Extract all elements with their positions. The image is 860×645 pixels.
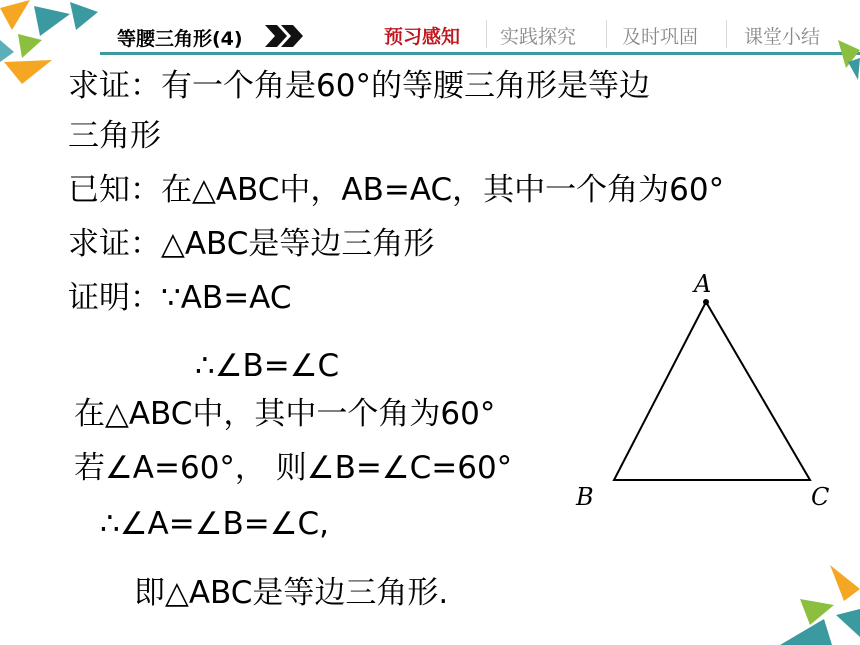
header-bar — [0, 0, 860, 58]
double-chevron-icon — [265, 25, 307, 47]
triangle-shape — [614, 302, 810, 480]
proof-step-5: ∴∠A=∠B=∠C, — [100, 506, 330, 542]
tab-practice[interactable]: 实践探究 — [500, 26, 577, 48]
proof-step-3: 在△ABC中，其中一个角为60° — [74, 396, 496, 432]
tab-consolidate[interactable]: 及时巩固 — [622, 26, 699, 48]
header-underline — [100, 52, 860, 55]
lesson-title: 等腰三角形(4) — [117, 28, 243, 50]
proof-step-4: 若∠A=60°， 则∠B=∠C=60° — [74, 450, 513, 486]
bottom-decoration-icon — [780, 565, 860, 645]
statement-line-2: 三角形 — [68, 118, 161, 154]
vertex-label-c: C — [811, 483, 830, 511]
conclusion-text: 即△ABC是等边三角形. — [134, 575, 449, 611]
nav-divider — [486, 20, 487, 48]
tab-summary[interactable]: 课堂小结 — [744, 26, 821, 48]
tab-preview[interactable]: 预习感知 — [384, 26, 461, 48]
vertex-label-b: B — [576, 483, 594, 511]
proof-step-1: 证明：∵AB=AC — [68, 280, 292, 316]
given-text: 已知：在△ABC中，AB=AC，其中一个角为60° — [68, 172, 725, 208]
prove-text: 求证：△ABC是等边三角形 — [68, 226, 435, 262]
vertex-label-a: A — [694, 270, 712, 298]
triangle-diagram — [570, 260, 830, 520]
right-decoration-icon — [838, 40, 860, 80]
nav-divider — [606, 20, 607, 48]
proof-step-2: ∴∠B=∠C — [195, 348, 340, 384]
vertex-a-dot — [703, 299, 709, 305]
statement-line-1: 求证：有一个角是60°的等腰三角形是等边 — [68, 68, 650, 104]
nav-divider — [726, 20, 727, 48]
